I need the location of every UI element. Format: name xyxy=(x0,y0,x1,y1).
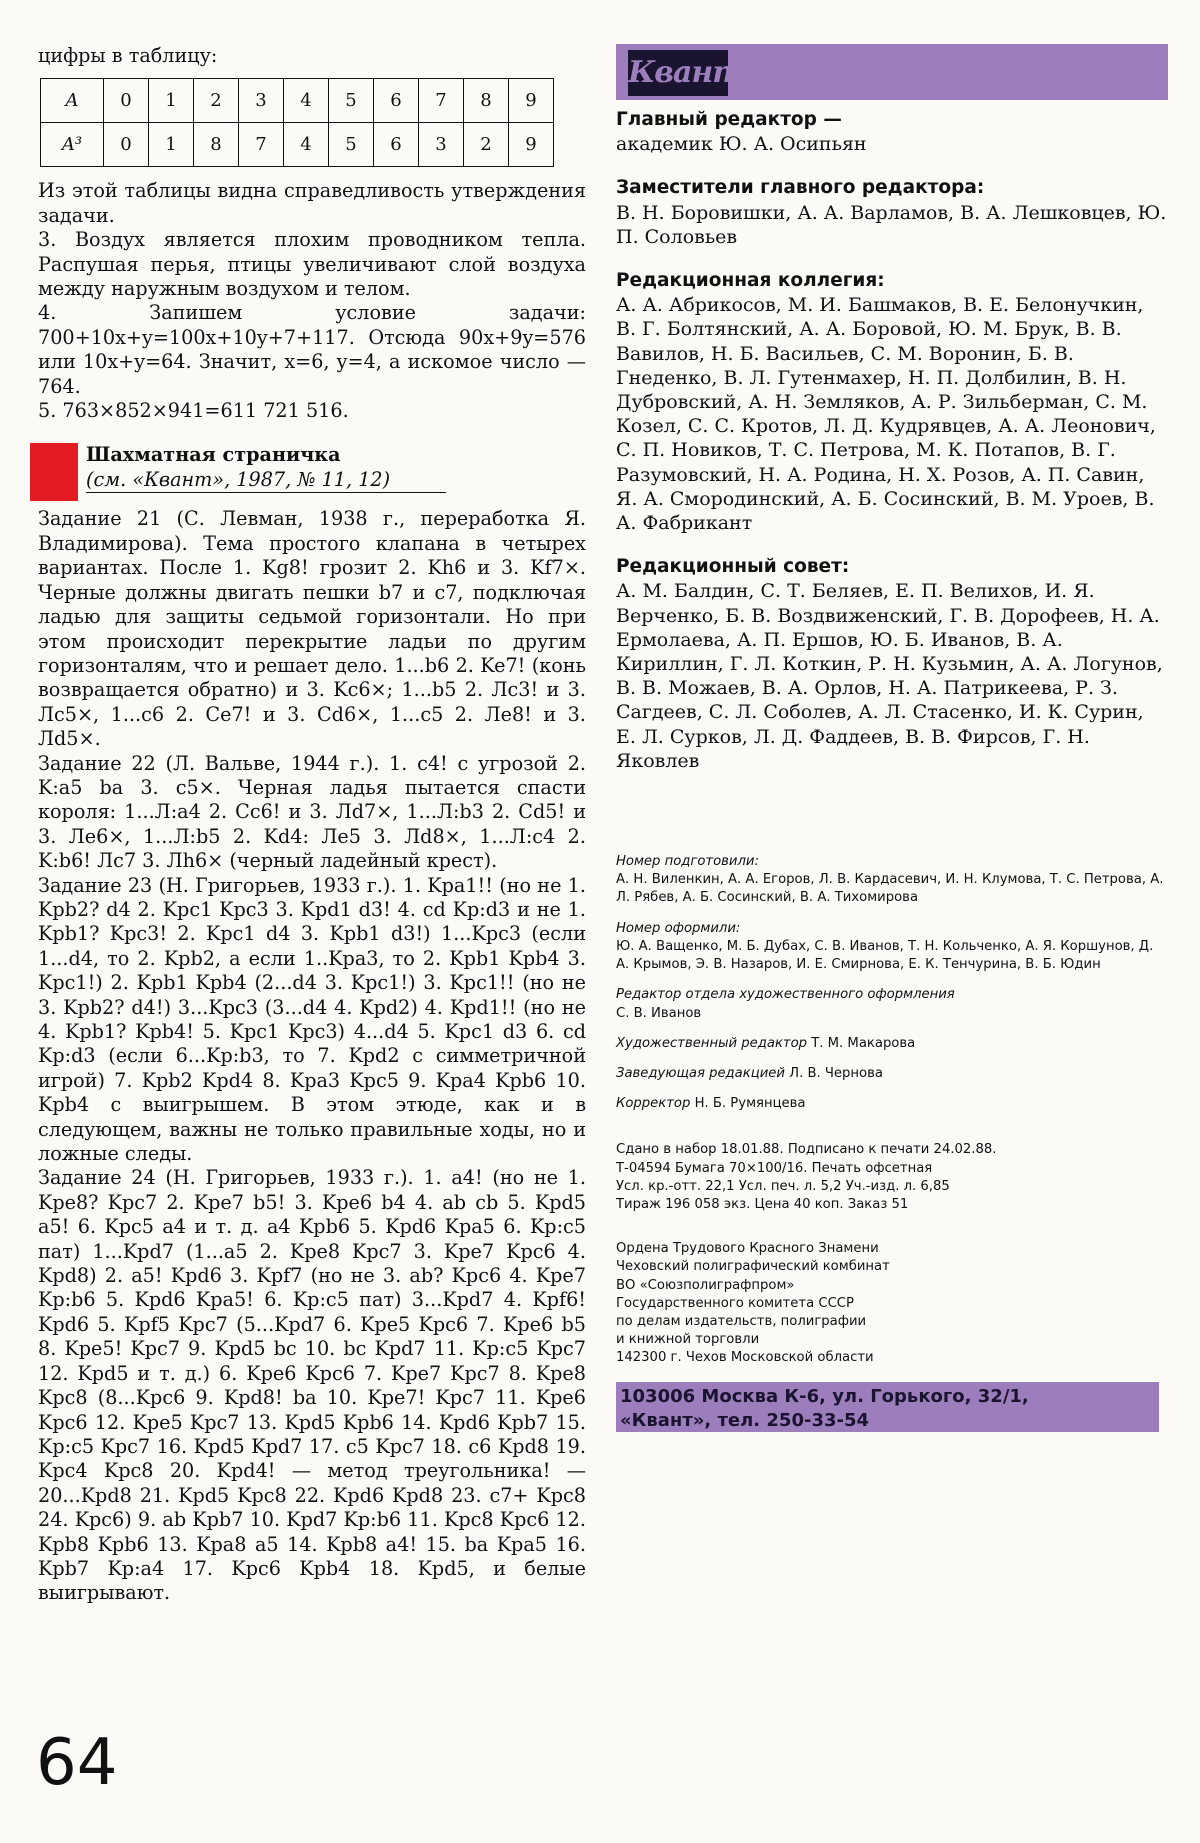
print-info-line: Сдано в набор 18.01.88. Подписано к печати 24.02.88. xyxy=(616,1142,997,1158)
table-cell: 0 xyxy=(104,79,149,123)
red-square-marker xyxy=(30,443,78,501)
printer-line: по делам издательств, полиграфии xyxy=(616,1313,867,1329)
table-cell: 4 xyxy=(284,79,329,123)
print-info-line: Т-04594 Бумага 70×100/16. Печать офсетная xyxy=(616,1160,933,1176)
table-cell: 7 xyxy=(239,123,284,167)
page-number: 64 xyxy=(36,1726,118,1800)
printer-line: и книжной торговли xyxy=(616,1332,760,1348)
cube-table xyxy=(40,78,554,167)
designed-list: Ю. А. Ващенко, М. Б. Дубах, С. В. Иванов, Т. Н. Кольченко, А. Я. Коршунов, Д. А. Крымов, Э. В. Назаров, И. Е. Смирнова, Е. К. Тенчурина, В. Б. Юдин xyxy=(616,938,1154,973)
printer-line: ВО «Союзполиграфпром» xyxy=(616,1277,795,1293)
corrector-label: Корректор xyxy=(616,1096,691,1112)
prepared-block xyxy=(616,853,1168,908)
council-block xyxy=(616,555,1168,773)
print-info-block xyxy=(616,1141,1168,1214)
paragraph: 3. Воздух является плохим проводником тепла. Распушая перья, птицы увеличивают слой воздуха между наружным воздухом и телом. xyxy=(38,228,586,301)
table-cell: 3 xyxy=(419,123,464,167)
chief-editor-block xyxy=(616,108,1168,156)
table-cell: 9 xyxy=(509,123,554,167)
chess-title: Шахматная страничка xyxy=(86,443,341,467)
prepared-label: Номер подготовили: xyxy=(616,854,759,870)
printer-line: Чеховский полиграфический комбинат xyxy=(616,1259,890,1275)
table-cell: 1 xyxy=(149,123,194,167)
address-line: «Квант», тел. 250-33-54 xyxy=(620,1409,870,1431)
table-cell: 7 xyxy=(419,79,464,123)
chess-subtitle: (см. «Квант», 1987, № 11, 12) xyxy=(86,468,446,493)
table-row xyxy=(41,123,554,167)
board-list: А. А. Абрикосов, М. И. Башмаков, В. Е. Белонучкин, В. Г. Болтянский, А. А. Боровой, Ю. М. Брук, В. В. Вавилов, Н. Б. Васильев, С. М. Воронин, Б. В. Гнеденко, В. Л. Гутенмахер, Н. П. Долбилин, В. Н. Дубровский, А. Н. Земляков, А. Р. Зильберман, С. М. Козел, С. С. Кротов, Л. Д. Кудрявцев, А. А. Леонович, С. П. Новиков, Т. С. Петрова, М. К. Потапов, В. Г. Разумовский, Н. А. Родина, Н. Х. Розов, А. П. Савин, Я. А. Смородинский, А. Б. Сосинский, В. М. Уроев, В. А. Фабрикант xyxy=(616,294,1156,535)
chief-title: Главный редактор — xyxy=(616,109,842,130)
print-info-line: Тираж 196 058 экз. Цена 40 коп. Заказ 51 xyxy=(616,1196,909,1212)
table-cell: 5 xyxy=(329,79,374,123)
art-editor-label: Художественный редактор xyxy=(616,1035,808,1051)
table-cell: A³ xyxy=(41,123,104,167)
table-cell: A xyxy=(41,79,104,123)
table-cell: 2 xyxy=(464,123,509,167)
intro-text: цифры в таблицу: xyxy=(38,44,218,67)
right-column xyxy=(616,44,1168,1432)
table-cell: 6 xyxy=(374,123,419,167)
art-dept-block xyxy=(616,986,1168,1022)
table-cell: 9 xyxy=(509,79,554,123)
chess-task-23: Задание 23 (Н. Григорьев, 1933 г.). 1. Kpa1!! (но не 1. Kpb2? d4 2. Kpc1 Kpc3 3. Kpd1 d3! 4. cd Kp:d3 и не 1. Kpb1? Kpc3! 2. Kpc1 d4 3. Kpb1 d3!) 1...Kpc3 (если 1...d4, то 2. Kpb2, а если 1..Kpa3, то 2. Kpb1 Kpb4 3. Kpc1!) 2. Kpb1 Kpb4 (2...d4 3. Kpc1!) 3. Kpc1!! (но не 3. Kpb2? d4!) 3...Kpc3 (3...d4 4. Kpd2) 4. Kpd1!! (но не 4. Kpb1? Kpb4! 5. Kpc1 Kpc3) 4...d4 5. Kpc1 d3 6. cd Kp:d3 (если 6...Kp:b3, то 7. Kpd2 с симметричной игрой) 7. Kpb2 Kpd4 8. Kpa3 Kpc5 9. Kpa4 Kpb6 10. Kpb4 с выигрышем. В этом этюде, как и в следующем, важны не только правильные ходы, но и ложные следы. xyxy=(38,873,586,1166)
council-list: А. М. Балдин, С. Т. Беляев, Е. П. Велихов, И. Я. Верченко, Б. В. Воздвиженский, Г. В. Дорофеев, Н. А. Ермолаева, А. П. Ершов, Ю. Б. Иванов, В. А. Кириллин, Г. Л. Коткин, Р. Н. Кузьмин, А. А. Логунов, В. В. Можаев, В. А. Орлов, Н. А. Патрикеева, Р. З. Сагдеев, С. Л. Соболев, А. Л. Стасенко, И. К. Сурин, Е. Л. Сурков, Л. Д. Фаддеев, В. В. Фирсов, Г. Н. Яковлев xyxy=(616,580,1163,772)
masthead-banner xyxy=(616,44,1168,100)
art-editor-block xyxy=(616,1035,1168,1053)
head-block xyxy=(616,1065,1168,1083)
table-cell: 0 xyxy=(104,123,149,167)
paragraph: Из этой таблицы видна справедливость утверждения задачи. xyxy=(38,179,586,227)
table-cell: 2 xyxy=(194,79,239,123)
table-cell: 4 xyxy=(284,123,329,167)
corrector-name: Н. Б. Румянцева xyxy=(694,1096,806,1112)
address-line: 103006 Москва К-6, ул. Горького, 32/1, xyxy=(620,1385,1029,1407)
table-cell: 8 xyxy=(194,123,239,167)
designed-label: Номер оформили: xyxy=(616,920,741,936)
left-column xyxy=(38,44,586,1606)
chief-name: академик Ю. А. Осипьян xyxy=(616,133,867,156)
designed-block xyxy=(616,920,1168,975)
paragraph: 4. Запишем условие задачи: 700+10x+y=100x+10y+7+117. Отсюда 90x+9y=576 или 10x+y=64. Значит, x=6, y=4, а искомое число — 764. xyxy=(38,301,586,398)
board-title: Редакционная коллегия: xyxy=(616,270,885,292)
table-cell: 8 xyxy=(464,79,509,123)
address-banner xyxy=(616,1382,1159,1432)
council-title: Редакционный совет: xyxy=(616,556,850,578)
table-cell: 6 xyxy=(374,79,419,123)
head-label: Заведующая редакцией xyxy=(616,1065,785,1081)
chess-task-24: Задание 24 (Н. Григорьев, 1933 г.). 1. a4! (но не 1. Kpe8? Kpc7 2. Kpe7 b5! 3. Kpe6 b4 4. ab cb 5. Kpd5 a5! 6. Kpc5 a4 и т. д. a4 Kpb6 5. Kpd6 Kpa5 6. Kp:c5 пат) 1...Kpd7 (1...a5 2. Kpe8 Kpc7 3. Kpe7 Kpc6 4. Kpd8) 2. a5! Kpd6 3. Kpf7 (но не 3. ab? Kpc6 4. Kpe7 Kp:b6 5. Kpd6 Kpa5! 6. Kp:c5 пат) 3...Kpd7 4. Kpf6! Kpd6 5. Kpf5 Kpc7 (5...Kpd7 6. Kpe5 Kpc6 7. Kpe6 b5 8. Kpe5! Kpc7 9. Kpd5 bc 10. bc Kpd7 11. Kp:c5 Kpc7 12. Kpd5 и т. д.) 6. Kpe6 Kpc6 7. Kpe7 Kpc7 8. Kpe8 Kpc8 (8...Kpc6 9. Kpd8! ba 10. Kpe7! Kpc7 11. Kpe6 Kpc6 12. Kpe5 Kpc7 13. Kpd5 Kpb6 14. Kpd6 Kpb7 15. Kp:c5 Kpc7 16. Kpd5 Kpd7 17. c5 Kpc7 18. c6 Kpd8 19. Kpc4 Kpc8 20. Kpd4! — метод треугольника! — 20...Kpd8 21. Kpd5 Kpc8 22. Kpd6 Kpd8 23. c7+ Kpc8 24. Kpc6) 9. ab Kpb7 10. Kpd7 Kp:b6 11. Kpc8 Kpc6 12. Kpb8 Kpb6 13. Kpa8 a5 14. Kpb8 a4! 15. ba Kpa5 16. Kpb7 Kp:a4 17. Kpc6 Kpb4 18. Kpd5, и белые выигрывают. xyxy=(38,1166,586,1605)
paragraph: 5. 763×852×941=611 721 516. xyxy=(38,399,349,423)
kvant-logo: Квант xyxy=(628,50,728,96)
deputies-title: Заместители главного редактора: xyxy=(616,177,985,199)
board-block xyxy=(616,269,1168,535)
printer-block xyxy=(616,1240,1168,1367)
corrector-block xyxy=(616,1095,1168,1113)
chess-task-22: Задание 22 (Л. Вальве, 1944 г.). 1. c4! с угрозой 2. K:a5 ba 3. c5×. Черная ладья пытается спасти короля: 1...Л:a4 2. Cc6! и 3. Лd7×, 1...Л:b3 2. Cd5! и 3. Лe6×, 1...Л:b5 2. Kd4: Лe5 3. Лd8×, 1...Л:c4 2. K:b6! Лc7 3. Лh6× (черный ладейный крест). xyxy=(38,751,586,873)
print-info-line: Усл. кр.-отт. 22,1 Усл. печ. л. 5,2 Уч.-изд. л. 6,85 xyxy=(616,1178,950,1194)
art-editor-name: Т. М. Макарова xyxy=(811,1035,916,1051)
art-dept-name: С. В. Иванов xyxy=(616,1005,702,1021)
table-cell: 1 xyxy=(149,79,194,123)
printer-line: Государственного комитета СССР xyxy=(616,1295,854,1311)
head-name: Л. В. Чернова xyxy=(789,1065,883,1081)
table-cell: 5 xyxy=(329,123,374,167)
prepared-list: А. Н. Виленкин, А. А. Егоров, Л. В. Кардасевич, И. Н. Клумова, Т. С. Петрова, А. Л. Рябев, А. Б. Сосинский, В. А. Тихомирова xyxy=(616,872,1164,906)
chess-task-21: Задание 21 (С. Левман, 1938 г., переработка Я. Владимирова). Тема простого клапана в четырех вариантах. После 1. Kg8! грозит 2. Kh6 и 3. Kf7×. Черные должны двигать пешки b7 и c7, подключая ладью для защиты седьмой горизонтали. Но при этом происходит перекрытие ладьи по другим горизонталям, что и решает дело. 1...b6 2. Ke7! (конь возвращается обратно) и 3. Kc6×; 1...b5 2. Лc3! и 3. Лc5×, 1...c6 2. Ce7! и 3. Cd6×, 1...c5 2. Лe8! и 3. Лd5×. xyxy=(38,507,586,751)
table-row xyxy=(41,79,554,123)
printer-line: 142300 г. Чехов Московской области xyxy=(616,1350,874,1366)
table-cell: 3 xyxy=(239,79,284,123)
chess-section-header xyxy=(38,443,586,501)
deputies-block xyxy=(616,176,1168,249)
art-dept-label: Редактор отдела художественного оформления xyxy=(616,987,955,1003)
printer-line: Ордена Трудового Красного Знамени xyxy=(616,1241,879,1257)
deputies-list: В. Н. Боровишки, А. А. Варламов, В. А. Лешковцев, Ю. П. Соловьев xyxy=(616,201,1167,248)
